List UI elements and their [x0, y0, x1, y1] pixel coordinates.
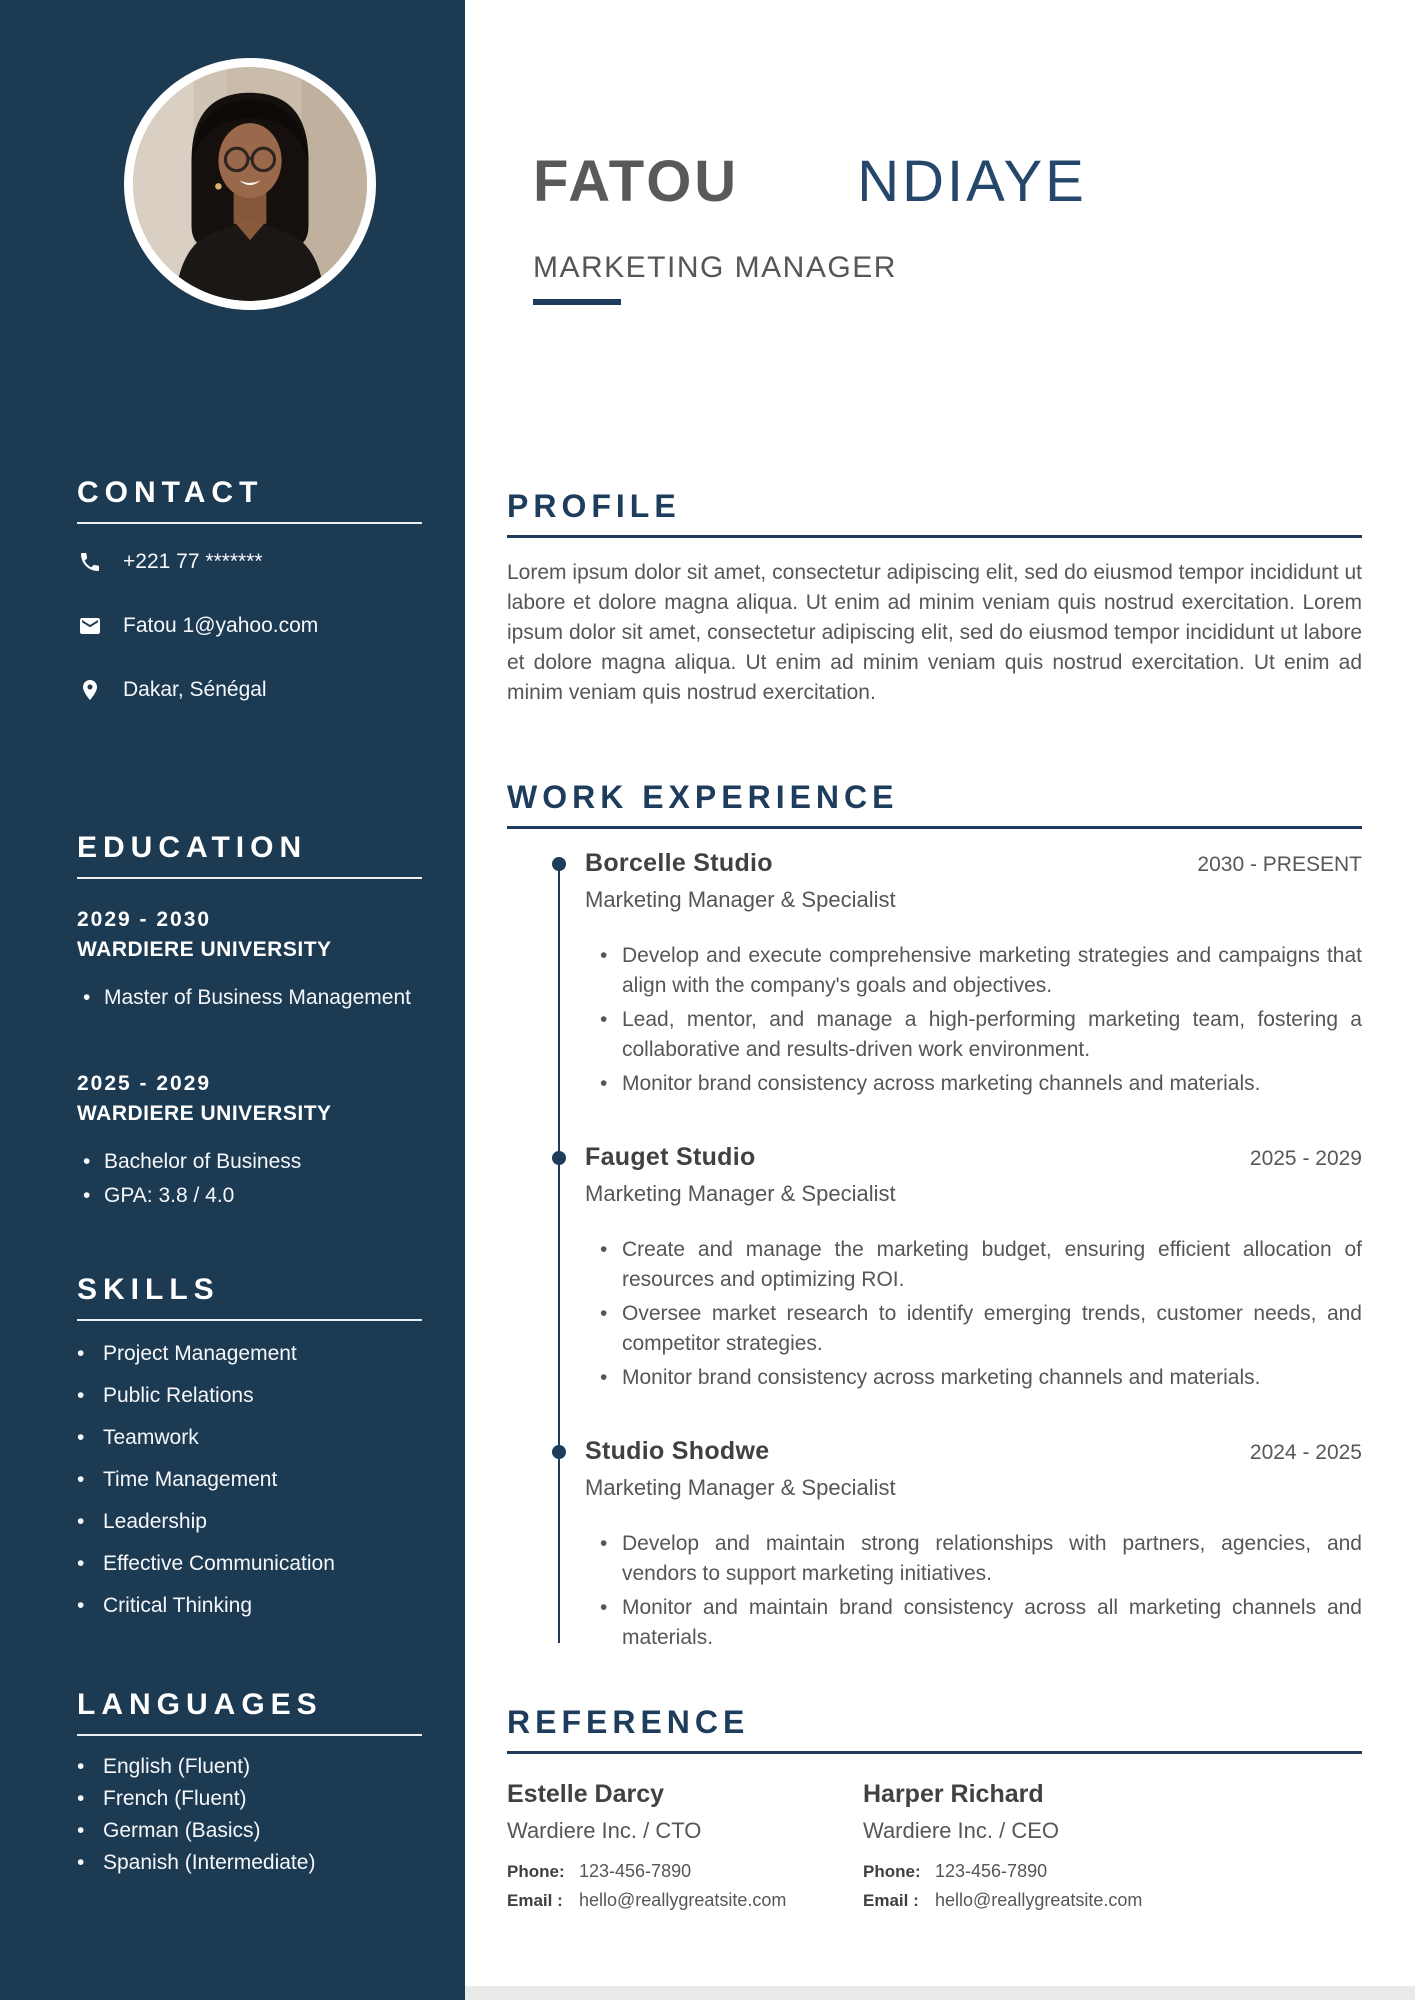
company-name: Borcelle Studio [585, 849, 773, 877]
email-label: Email : [507, 1891, 563, 1910]
skills-divider [77, 1319, 422, 1321]
education-section [77, 831, 422, 1213]
language-item: • French (Fluent) [77, 1788, 422, 1810]
location-icon [77, 677, 103, 703]
phone-label: Phone: [863, 1862, 921, 1881]
phone-label: Phone: [507, 1862, 565, 1881]
reference-entry [507, 1780, 863, 1912]
reference-org: Wardiere Inc. / CTO [507, 1818, 702, 1843]
reference-heading: REFERENCE [507, 1704, 750, 1740]
contact-email: Fatou 1@yahoo.com [123, 614, 319, 637]
reference-phone-row [507, 1860, 863, 1883]
education-entry [77, 1071, 422, 1213]
reference-phone: 123-456-7890 [579, 1861, 692, 1881]
skill-item: • Effective Communication [77, 1553, 422, 1575]
work-role: Marketing Manager & Specialist [585, 1181, 896, 1206]
education-bullet-list [77, 1145, 422, 1213]
job-title: MARKETING MANAGER [533, 251, 897, 284]
languages-heading: LANGUAGES [77, 1688, 323, 1721]
skills-list [77, 1343, 422, 1617]
reference-org: Wardiere Inc. / CEO [863, 1818, 1060, 1843]
language-item: • German (Basics) [77, 1820, 422, 1842]
work-experience-divider [507, 826, 1362, 829]
work-bullet: • Lead, mentor, and manage a high-performing marketing team, fostering a collaborative and results-driven work environment. [585, 1005, 1362, 1065]
skill-item: • Critical Thinking [77, 1595, 422, 1617]
reference-email-row [507, 1889, 863, 1912]
first-name: FATOU [533, 149, 740, 214]
work-bullet: • Create and manage the marketing budget, ensuring efficient allocation of resources and optimizing ROI. [585, 1235, 1362, 1295]
name-block [533, 150, 1362, 305]
profile-divider [507, 535, 1362, 538]
education-school: WARDIERE UNIVERSITY [77, 1102, 332, 1125]
work-experience-heading: WORK EXPERIENCE [507, 779, 899, 815]
education-entry [77, 907, 422, 1015]
work-bullet: • Monitor brand consistency across marketing channels and materials. [585, 1363, 1362, 1393]
skill-item: • Leadership [77, 1511, 422, 1533]
work-bullet-list [585, 1529, 1362, 1653]
profile-text: Lorem ipsum dolor sit amet, consectetur adipiscing elit, sed do eiusmod tempor incididunt ut labore et dolore magna aliqua. Ut enim ad minim veniam quis nostrud exercitation. Lorem ipsum dolor sit amet, consectetur adipiscing elit, sed do eiusmod tempor incididunt ut labore et dolore magna aliqua. Ut enim ad minim veniam quis nostrud exercitation. Ut enim ad minim veniam quis nostrud exercitation. [507, 561, 1362, 704]
work-entry [507, 1437, 1362, 1653]
work-bullet-list [585, 1235, 1362, 1393]
work-bullet: • Oversee market research to identify emerging trends, customer needs, and competitor strategies. [585, 1299, 1362, 1359]
contact-row-phone [77, 548, 422, 576]
contact-divider [77, 522, 422, 524]
skill-item: • Teamwork [77, 1427, 422, 1449]
work-bullet: • Develop and maintain strong relationships with partners, agencies, and vendors to support marketing initiatives. [585, 1529, 1362, 1589]
languages-section [77, 1688, 422, 1874]
title-accent-bar [533, 299, 621, 305]
contact-phone: +221 77 ******* [123, 550, 263, 573]
phone-icon [77, 549, 103, 575]
education-bullet-list [77, 981, 422, 1015]
skills-section [77, 1273, 422, 1617]
skill-item: • Project Management [77, 1343, 422, 1365]
work-entry-header [585, 1437, 1362, 1467]
last-name: NDIAYE [857, 149, 1087, 214]
sidebar [0, 0, 465, 2000]
skill-item: • Time Management [77, 1469, 422, 1491]
education-dates: 2025 - 2029 [77, 1072, 212, 1095]
language-item: • English (Fluent) [77, 1756, 422, 1778]
work-bullet: • Develop and execute comprehensive marketing strategies and campaigns that align with the company's goals and objectives. [585, 941, 1362, 1001]
work-timeline [507, 849, 1362, 1653]
profile-photo-illustration [133, 67, 367, 301]
skills-heading: SKILLS [77, 1273, 220, 1306]
page-bottom-edge [465, 1986, 1415, 2000]
reference-phone: 123-456-7890 [935, 1861, 1048, 1881]
work-entry-header [585, 1143, 1362, 1173]
work-entry [507, 849, 1362, 1099]
education-heading: EDUCATION [77, 831, 308, 864]
work-dates: 2030 - PRESENT [1197, 853, 1362, 876]
work-dates: 2025 - 2029 [1249, 1147, 1362, 1170]
timeline-dot-icon [552, 1151, 566, 1165]
reference-email: hello@reallygreatsite.com [935, 1890, 1143, 1910]
work-role: Marketing Manager & Specialist [585, 887, 896, 912]
work-dates: 2024 - 2025 [1249, 1441, 1362, 1464]
contact-row-email [77, 612, 422, 640]
reference-phone-row [863, 1860, 1219, 1883]
email-icon [77, 613, 103, 639]
languages-list [77, 1756, 422, 1874]
company-name: Studio Shodwe [585, 1437, 770, 1465]
work-role: Marketing Manager & Specialist [585, 1475, 896, 1500]
education-bullet: • Master of Business Management [77, 981, 422, 1015]
education-dates: 2029 - 2030 [77, 908, 212, 931]
reference-name: Estelle Darcy [507, 1780, 665, 1808]
work-entry [507, 1143, 1362, 1393]
reference-email: hello@reallygreatsite.com [579, 1890, 787, 1910]
full-name [533, 150, 1362, 229]
education-bullet: • GPA: 3.8 / 4.0 [77, 1179, 422, 1213]
education-school: WARDIERE UNIVERSITY [77, 938, 332, 961]
email-label: Email : [863, 1891, 919, 1910]
reference-columns [507, 1780, 1362, 1912]
work-bullet: • Monitor and maintain brand consistency across all marketing channels and materials. [585, 1593, 1362, 1653]
contact-row-location [77, 676, 422, 704]
contact-section [77, 476, 422, 704]
timeline-dot-icon [552, 857, 566, 871]
skill-item: • Public Relations [77, 1385, 422, 1407]
work-bullet-list [585, 941, 1362, 1099]
education-divider [77, 877, 422, 879]
reference-divider [507, 1751, 1362, 1754]
reference-email-row [863, 1889, 1219, 1912]
contact-heading: CONTACT [77, 476, 264, 509]
work-entry-header [585, 849, 1362, 879]
timeline-dot-icon [552, 1445, 566, 1459]
profile-section [507, 487, 1362, 708]
language-item: • Spanish (Intermediate) [77, 1852, 422, 1874]
education-bullet: • Bachelor of Business [77, 1145, 422, 1179]
reference-section [507, 1703, 1362, 1912]
work-bullet: • Monitor brand consistency across marketing channels and materials. [585, 1069, 1362, 1099]
profile-photo [124, 58, 376, 310]
contact-location: Dakar, Sénégal [123, 678, 267, 701]
languages-divider [77, 1734, 422, 1736]
profile-heading: PROFILE [507, 488, 681, 524]
reference-entry [863, 1780, 1219, 1912]
company-name: Fauget Studio [585, 1143, 756, 1171]
main-content [465, 0, 1415, 2000]
work-experience-section [507, 778, 1362, 1653]
reference-name: Harper Richard [863, 1780, 1044, 1808]
